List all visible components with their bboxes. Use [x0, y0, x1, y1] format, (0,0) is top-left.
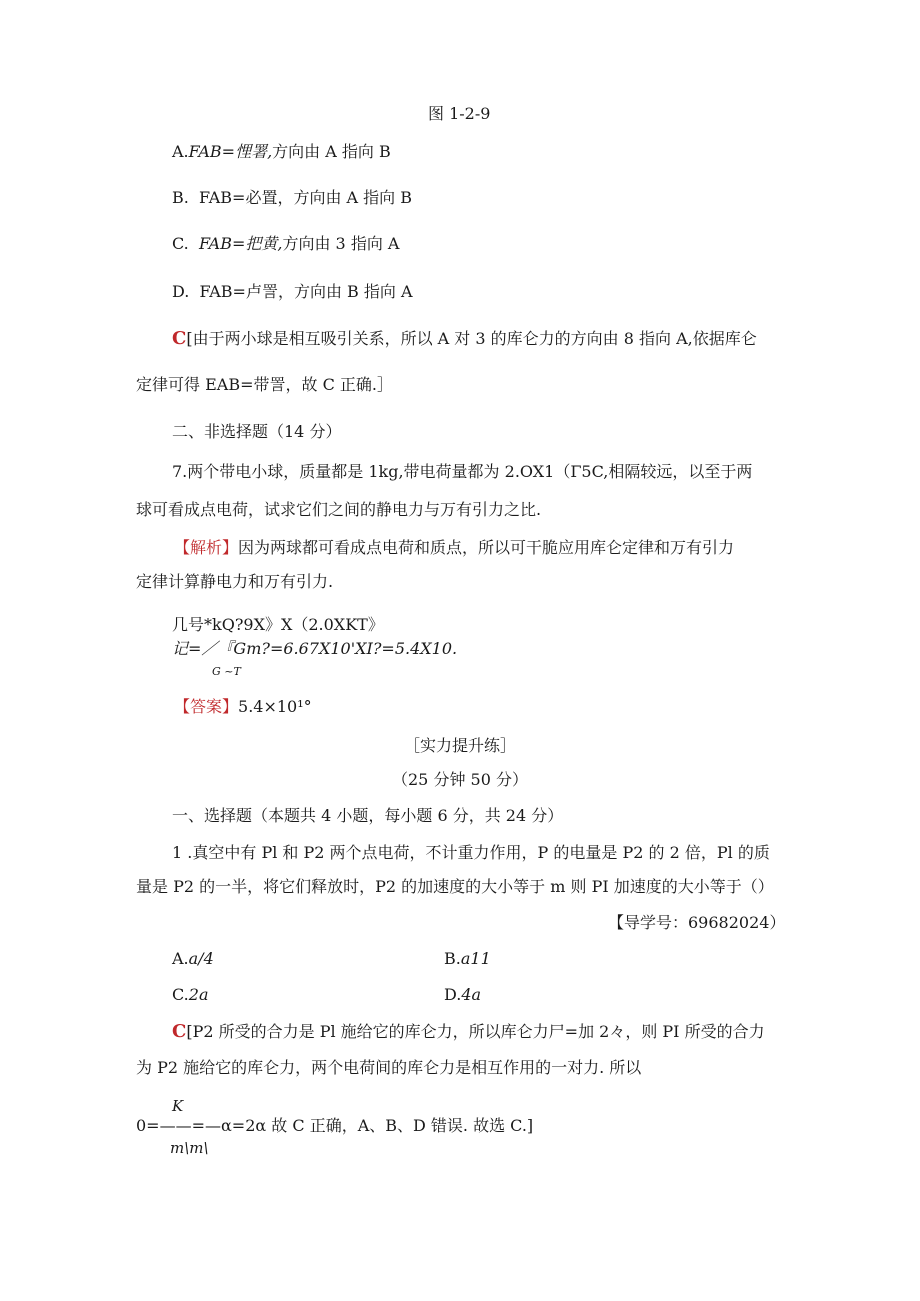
q1-option-c — [172, 985, 208, 1005]
practice-time: （25 分钟 50 分） — [392, 770, 528, 789]
answer-label: 【答案】 — [174, 697, 239, 716]
option-formula: FAB=必置， — [199, 188, 294, 207]
q6-option-b — [172, 188, 412, 208]
option-letter: B. — [444, 949, 461, 968]
q7-formula-line3: G ~T — [212, 665, 241, 678]
q1-option-d — [444, 985, 481, 1005]
q1-fraction-bottom: m\m\ — [170, 1139, 209, 1157]
analysis-text: 因为两球都可看成点电荷和质点，所以可干脆应用库仑定律和万有引力 — [238, 538, 735, 557]
option-value: a11 — [460, 949, 491, 968]
q6-explanation-line1 — [172, 329, 757, 349]
explanation-text: [由于两小球是相互吸引关系，所以 A 对 3 的库仑力的方向由 8 指向 A,依据库仑 — [186, 329, 757, 348]
q7-analysis-line1 — [174, 538, 734, 558]
option-value: 4a — [461, 985, 482, 1004]
option-text: 方向由 A 指向 B — [293, 188, 413, 207]
q1-explanation-line2: 为 P2 施给它的库仑力，两个电荷间的库仑力是相互作用的一对力. 所以 — [136, 1058, 642, 1077]
answer-letter: C — [172, 328, 187, 349]
answer-letter: C — [172, 1021, 187, 1042]
q6-option-c — [172, 234, 399, 254]
q1-fraction-top: K — [172, 1097, 184, 1115]
practice-title: ［实力提升练］ — [403, 736, 516, 755]
q6-option-d — [172, 282, 413, 302]
answer-value: 5.4×10¹° — [238, 697, 312, 716]
option-letter: D. — [172, 282, 190, 301]
q7-formula-line1: 几号*kQ?9X》X（2.0XKT》 — [172, 615, 384, 634]
q1-guide-number: 【导学号：69682024） — [608, 913, 786, 932]
q1-option-a — [172, 949, 214, 969]
q6-explanation-line2: 定律可得 EAB=带詈，故 C 正确.］ — [136, 375, 393, 394]
section1-heading: 一、选择题（本题共 4 小题，每小题 6 分，共 24 分） — [172, 806, 564, 825]
q1-option-b — [444, 949, 491, 969]
q7-line1: 7.两个带电小球，质量都是 1kg,带电荷量都为 2.OX1（Γ5C,相隔较远，以至于两 — [172, 462, 753, 481]
section2-heading: 二、非选择题（14 分） — [172, 422, 342, 441]
q1-explanation-line1 — [172, 1022, 765, 1042]
q6-option-a — [172, 142, 391, 162]
q7-answer — [174, 697, 312, 717]
option-value: a/4 — [188, 949, 214, 968]
option-letter: A. — [172, 949, 189, 968]
option-text: 方向由 3 指向 A — [282, 234, 400, 253]
q7-formula-line2: 记=／『Gm?=6.67X10'XI?=5.4X10. — [172, 639, 458, 658]
option-text: 方向由 A 指向 B — [272, 142, 391, 161]
q7-analysis-line2: 定律计算静电力和万有引力. — [136, 572, 334, 591]
analysis-label: 【解析】 — [174, 538, 239, 557]
option-letter: C. — [172, 985, 189, 1004]
option-letter: C. — [172, 234, 189, 253]
q1-line1: 1 .真空中有 Pl 和 P2 两个点电荷，不计重力作用，P 的电量是 P2 的 2 倍，Pl 的质 — [172, 843, 770, 862]
option-text: 方向由 B 指向 A — [293, 282, 413, 301]
option-formula: FAB=卢詈， — [199, 282, 294, 301]
q1-line2: 量是 P2 的一半，将它们释放时，P2 的加速度的大小等于 m 则 PI 加速度的大小等于（） — [136, 877, 774, 896]
explanation-text: [P2 所受的合力是 Pl 施给它的库仑力，所以库仑力尸=加 2々，则 PI 所受的合力 — [186, 1022, 765, 1041]
option-formula: FAB=悝署, — [188, 142, 273, 161]
option-letter: D. — [444, 985, 462, 1004]
option-letter: B. — [172, 188, 189, 207]
q7-line2: 球可看成点电荷，试求它们之间的静电力与万有引力之比. — [136, 500, 542, 519]
figure-caption: 图 1-2-9 — [428, 104, 491, 123]
option-formula: FAB=把黄, — [198, 234, 283, 253]
option-letter: A. — [172, 142, 189, 161]
q1-fraction-line: 0=——=—α=2α 故 C 正确，A、B、D 错误. 故选 C.] — [136, 1116, 534, 1135]
option-value: 2a — [188, 985, 209, 1004]
